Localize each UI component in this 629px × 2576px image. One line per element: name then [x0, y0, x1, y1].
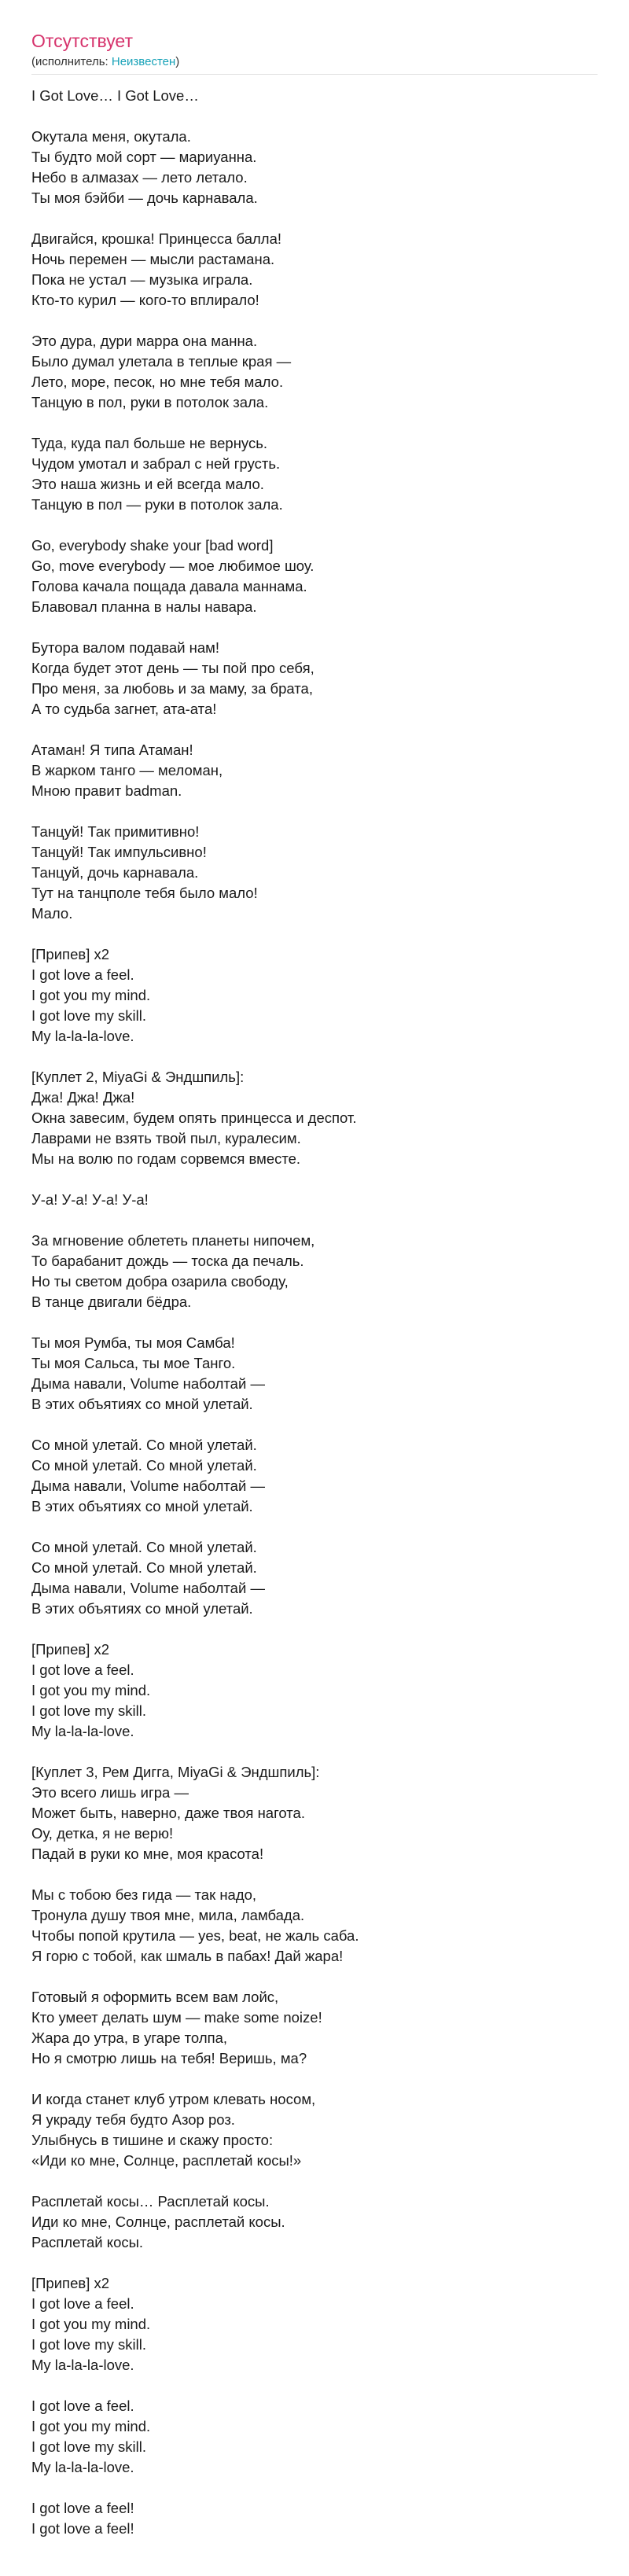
lyric-line: Танцуй! Так примитивно! — [31, 823, 200, 840]
lyric-line: Блавовал планна в налы навара. — [31, 598, 257, 615]
lyric-line: My la-la-la-love. — [31, 2357, 134, 2373]
lyrics-stanza — [31, 1333, 598, 1415]
lyric-line: Ты моя бэйби — дочь карнавала. — [31, 190, 258, 206]
lyric-line: I Got Love… I Got Love… — [31, 87, 199, 104]
lyric-line: I got love a feel! — [31, 2500, 134, 2516]
lyric-line: I got love my skill. — [31, 1007, 146, 1024]
lyric-line: Небо в алмазах — лето летало. — [31, 169, 248, 186]
lyric-line: Окутала меня, окутала. — [31, 128, 191, 145]
artist-suffix: ) — [175, 55, 180, 68]
lyric-line: Но я смотрю лишь на тебя! Веришь, ма? — [31, 2050, 307, 2066]
lyric-line: Ты моя Румба, ты моя Самба! — [31, 1334, 235, 1351]
lyric-line: Go, move everybody — мое любимое шоу. — [31, 558, 314, 574]
lyric-line: Go, everybody shake your [bad word] — [31, 537, 274, 554]
lyric-line: I got love a feel! — [31, 2520, 134, 2537]
lyric-line: Кто умеет делать шум — make some noize! — [31, 2009, 322, 2026]
lyric-line: Пока не устал — музыка играла. — [31, 271, 253, 288]
lyrics-stanza — [31, 2396, 598, 2478]
lyric-line: [Припев] x2 — [31, 1641, 110, 1658]
lyric-line: Жара до утра, в угаре толпа, — [31, 2030, 228, 2046]
lyric-line: Оу, детка, я не верю! — [31, 1825, 174, 1842]
lyrics-stanza — [31, 535, 598, 617]
lyric-line: Танцую в пол — руки в потолок зала. — [31, 496, 283, 513]
lyric-line: В жарком танго — меломан, — [31, 762, 223, 778]
lyric-line: My la-la-la-love. — [31, 2459, 134, 2475]
lyric-line: Когда будет этот день — ты пой про себя, — [31, 660, 314, 676]
lyrics-stanza — [31, 433, 598, 515]
lyric-line: У-а! У-а! У-а! У-а! — [31, 1191, 149, 1208]
lyrics-stanza — [31, 1190, 598, 1210]
lyrics-stanza — [31, 127, 598, 208]
lyric-line: I got love my skill. — [31, 1702, 146, 1719]
lyrics-stanza — [31, 944, 598, 1047]
song-title: Отсутствует — [31, 31, 133, 51]
lyric-line: Это всего лишь игра — — [31, 1784, 189, 1801]
lyric-line: Падай в руки ко мне, моя красота! — [31, 1846, 264, 1862]
lyric-line: Это наша жизнь и ей всегда мало. — [31, 476, 264, 492]
lyric-line: I got love a feel. — [31, 1662, 134, 1678]
lyric-line: I got love a feel. — [31, 2295, 134, 2312]
lyric-line: «Иди ко мне, Солнце, расплетай косы!» — [31, 2152, 302, 2169]
lyric-line: Иди ко мне, Солнце, расплетай косы. — [31, 2214, 285, 2230]
lyric-line: Ты будто мой сорт — мариуанна. — [31, 149, 257, 165]
artist-link[interactable]: Неизвестен — [111, 55, 176, 68]
lyric-line: Это дура, дури марра она манна. — [31, 333, 258, 349]
artist-prefix: (исполнитель: — [31, 55, 112, 68]
lyrics-stanza — [31, 1231, 598, 1312]
lyric-line: Расплетай косы. — [31, 2234, 144, 2250]
lyric-line: Может быть, наверно, даже твоя нагота. — [31, 1805, 305, 1821]
lyrics-stanza — [31, 1885, 598, 1967]
lyric-line: Голова качала пощада давала маннама. — [31, 578, 307, 594]
lyrics-stanza — [31, 740, 598, 801]
lyric-line: Я украду тебя будто Азор роз. — [31, 2111, 235, 2128]
lyrics-stanza — [31, 2273, 598, 2375]
lyric-line: Тут на танцполе тебя было мало! — [31, 885, 258, 901]
lyric-line: My la-la-la-love. — [31, 1028, 134, 1044]
lyrics-stanza — [31, 1067, 598, 1169]
lyric-line: [Припев] x2 — [31, 946, 110, 962]
lyric-line: Чтобы попой крутила — yes, beat, не жаль саба. — [31, 1927, 359, 1944]
lyric-line: Но ты светом добра озарила свободу, — [31, 1273, 289, 1290]
lyric-line: Про меня, за любовь и за маму, за брата, — [31, 680, 313, 697]
lyric-line: Танцую в пол, руки в потолок зала. — [31, 394, 269, 410]
lyric-line: [Куплет 2, MiyaGi & Эндшпиль]: — [31, 1069, 245, 1085]
lyric-line: В этих объятиях со мной улетай. — [31, 1600, 253, 1617]
lyric-line: Танцуй, дочь карнавала. — [31, 864, 199, 881]
lyrics-stanza — [31, 822, 598, 924]
lyric-line: Со мной улетай. Со мной улетай. — [31, 1539, 257, 1555]
lyric-line: И когда станет клуб утром клевать носом, — [31, 2091, 316, 2107]
lyrics-stanza — [31, 1987, 598, 2069]
lyric-line: I got you my mind. — [31, 2316, 151, 2332]
lyric-line: Со мной улетай. Со мной улетай. — [31, 1559, 257, 1576]
lyrics-stanza — [31, 229, 598, 311]
lyric-line: Двигайся, крошка! Принцесса балла! — [31, 230, 282, 247]
lyric-line: Атаман! Я типа Атаман! — [31, 742, 193, 758]
lyrics-stanza — [31, 1762, 598, 1864]
lyric-line: Готовый я оформить всем вам лойс, — [31, 1989, 279, 2005]
lyrics-stanza — [31, 2191, 598, 2253]
lyric-line: Мною правит badman. — [31, 782, 182, 799]
lyric-line: [Припев] x2 — [31, 2275, 110, 2291]
lyric-line: Окна завесим, будем опять принцесса и деспот. — [31, 1110, 357, 1126]
lyric-line: I got you my mind. — [31, 987, 151, 1003]
lyrics-stanza — [31, 638, 598, 719]
lyrics-stanza — [31, 2498, 598, 2539]
lyric-line: Улыбнусь в тишине и скажу просто: — [31, 2132, 274, 2148]
lyric-line: Лаврами не взять твой пыл, куралесим. — [31, 1130, 301, 1146]
lyric-line: Мало. — [31, 905, 73, 922]
lyrics-stanza — [31, 86, 598, 106]
lyrics-body — [31, 86, 598, 2539]
lyric-line: Мы на волю по годам сорвемся вместе. — [31, 1150, 301, 1167]
lyric-line: В танце двигали бёдра. — [31, 1294, 192, 1310]
lyric-line: Бутора валом подавай нам! — [31, 639, 220, 656]
lyrics-stanza — [31, 1537, 598, 1619]
lyric-line: Расплетай косы… Расплетай косы. — [31, 2193, 270, 2210]
lyric-line: Джа! Джа! Джа! — [31, 1089, 135, 1106]
artist-line — [31, 55, 598, 69]
lyrics-stanza — [31, 1435, 598, 1517]
lyric-line: I got you my mind. — [31, 1682, 151, 1698]
lyric-line: Я горю с тобой, как шмаль в пабах! Дай жара! — [31, 1948, 344, 1964]
lyric-line: Тронула душу твоя мне, мила, ламбада. — [31, 1907, 305, 1923]
lyrics-stanza — [31, 1639, 598, 1742]
lyric-line: Кто-то курил — кого-то вплирало! — [31, 292, 259, 308]
lyric-line: I got love my skill. — [31, 2336, 146, 2353]
lyrics-stanza — [31, 2089, 598, 2171]
lyric-line: Лето, море, песок, но мне тебя мало. — [31, 374, 284, 390]
lyric-line: I got love my skill. — [31, 2438, 146, 2455]
lyric-line: [Куплет 3, Рем Дигга, MiyaGi & Эндшпиль]: — [31, 1764, 320, 1780]
lyric-line: I got you my mind. — [31, 2418, 151, 2434]
lyric-line: Дыма навали, Volume наболтай — — [31, 1375, 265, 1392]
lyric-line: I got love a feel. — [31, 2398, 134, 2414]
lyrics-stanza — [31, 331, 598, 413]
lyric-line: Мы с тобою без гида — так надо, — [31, 1886, 257, 1903]
lyric-line: То барабанит дождь — тоска да печаль. — [31, 1253, 304, 1269]
lyric-line: My la-la-la-love. — [31, 1723, 134, 1739]
lyric-line: В этих объятиях со мной улетай. — [31, 1396, 253, 1412]
lyric-line: Со мной улетай. Со мной улетай. — [31, 1457, 257, 1474]
lyric-line: Дыма навали, Volume наболтай — — [31, 1478, 265, 1494]
song-header — [31, 30, 598, 75]
lyric-line: Ты моя Сальса, ты мое Танго. — [31, 1355, 236, 1371]
lyric-line: Ночь перемен — мысли растамана. — [31, 251, 275, 267]
lyric-line: За мгновение облететь планеты нипочем, — [31, 1232, 315, 1249]
lyric-line: А то судьба загнет, ата-ата! — [31, 701, 217, 717]
lyric-line: Было думал улетала в теплые края — — [31, 353, 292, 370]
lyric-line: Дыма навали, Volume наболтай — — [31, 1580, 265, 1596]
lyric-line: I got love a feel. — [31, 966, 134, 983]
lyric-line: Чудом умотал и забрал с ней грусть. — [31, 455, 281, 472]
lyric-line: В этих объятиях со мной улетай. — [31, 1498, 253, 1514]
lyric-line: Туда, куда пал больше не вернусь. — [31, 435, 267, 451]
lyric-line: Со мной улетай. Со мной улетай. — [31, 1437, 257, 1453]
lyric-line: Танцуй! Так импульсивно! — [31, 844, 207, 860]
